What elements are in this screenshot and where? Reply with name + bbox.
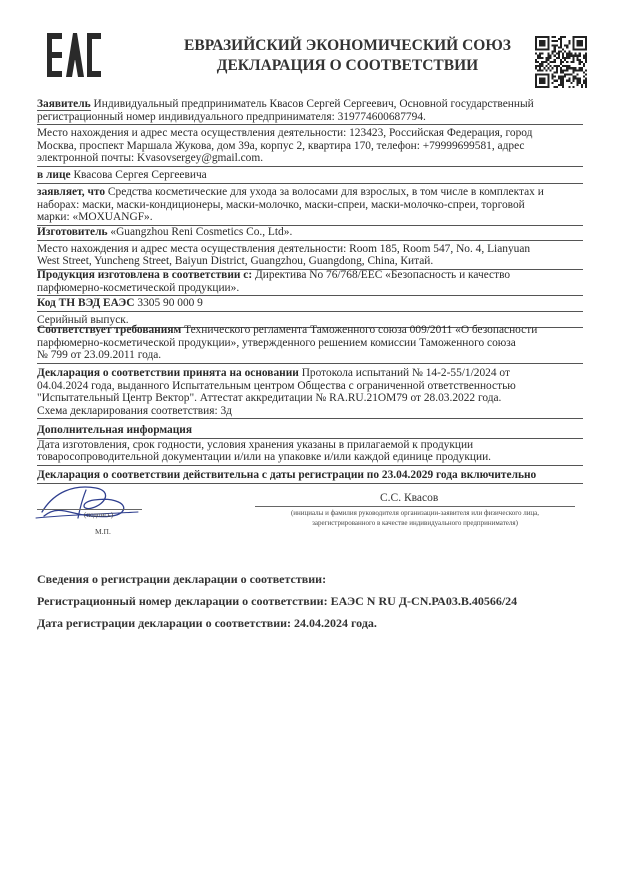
stamp-placeholder: М.П. xyxy=(95,527,111,536)
production-line-2: парфюмерно-косметической продукции». xyxy=(37,281,240,294)
manufacturer-address-1: Место нахождения и адрес места осуществления деятельности: Room 185, Room 547, No. 4, Lianyuan xyxy=(37,242,531,255)
applicant-address-3: электронной почты: Kvasovsergey@gmail.com. xyxy=(37,152,264,165)
basis-label: Декларация о соответствии принята на основании xyxy=(37,367,299,379)
eac-logo xyxy=(47,33,101,77)
complies-line-2: парфюмерно-косметической продукции», утвержденного решением комиссии Таможенного союза xyxy=(37,336,516,349)
applicant-block xyxy=(37,98,583,184)
complies-label: Соответствует требованиям xyxy=(37,324,182,336)
additional-label: Дополнительная информация xyxy=(37,424,193,436)
additional-line-1: Дата изготовления, срок годности, условия хранения указаны в прилагаемой к продукции xyxy=(37,438,474,451)
declares-line-2: наборах: маски, маски-кондиционеры, маски-молочко, маски-спреи, маски-молочко-спреи, торговой xyxy=(37,198,525,211)
complies-block xyxy=(37,324,583,364)
document-title xyxy=(155,36,540,76)
signature-line-right xyxy=(255,506,575,507)
manufacturer-label: Изготовитель xyxy=(37,226,108,238)
complies-line-1: Технического регламента Таможенного союза 009/2011 «О безопасности xyxy=(184,324,538,336)
basis-line-1: Протокола испытаний № 14-2-55/1/2024 от xyxy=(301,367,510,379)
code-value: 3305 90 000 9 xyxy=(137,297,203,309)
basis-line-2: 04.04.2024 года, выданного Испытательным центром Общества с ограниченной ответственностью xyxy=(37,379,516,392)
production-line-1: Директива No 76/768/ЕЕС «Безопасность и качество xyxy=(255,269,511,281)
signature-label: (подпись) xyxy=(84,511,114,519)
declares-line-3: марки: «MOXUANGF». xyxy=(37,211,153,224)
code-label: Код ТН ВЭД ЕАЭС xyxy=(37,297,135,309)
applicant-address-2: Москва, проспект Маршала Жукова, дом 39а, корпус 2, квартира 170, телефон: +79999699581, адрес xyxy=(37,139,525,152)
applicant-line-1: Индивидуальный предприниматель Квасов Сергей Сергеевич, Основной государственный xyxy=(93,98,534,110)
declares-label: заявляет, что xyxy=(37,186,106,198)
serial-text: Серийный выпуск. xyxy=(37,313,129,326)
basis-line-3: "Испытательный Центр Вектор". Аттестат аккредитации № RA.RU.21ОМ79 от 28.03.2022 года. xyxy=(37,392,502,405)
manufacturer-address-2: West Street, Yuncheng Street, Baiyun District, Guangzhou, Guangdong, China, Китай. xyxy=(37,255,434,268)
signatory-note xyxy=(255,508,575,528)
basis-block xyxy=(37,367,583,419)
applicant-address-1: Место нахождения и адрес места осуществления деятельности: 123423, Российская Федерация, город xyxy=(37,127,533,140)
title-line-2: ДЕКЛАРАЦИЯ О СООТВЕТСТВИИ xyxy=(216,57,479,74)
manufacturer-name: «Guangzhou Reni Cosmetics Co., Ltd». xyxy=(110,226,293,238)
scheme-text: Схема декларирования соответствия: 3д xyxy=(37,404,232,417)
person-name: Квасова Сергея Сергеевича xyxy=(73,168,207,181)
signatory-note-1: (инициалы и фамилия руководителя организации-заявителя или физического лица, xyxy=(290,509,540,517)
additional-block xyxy=(37,424,583,466)
manufacturer-block xyxy=(37,226,583,270)
production-label: Продукция изготовлена в соответствии с: xyxy=(37,269,253,281)
registration-date: Дата регистрации декларации о соответствии: 24.04.2024 года. xyxy=(37,616,377,630)
declares-line-1: Средства косметические для ухода за волосами для взрослых, в том числе в комплектах и xyxy=(107,186,544,198)
title-line-1: ЕВРАЗИЙСКИЙ ЭКОНОМИЧЕСКИЙ СОЮЗ xyxy=(184,37,511,54)
registration-heading: Сведения о регистрации декларации о соответствии: xyxy=(37,572,327,586)
validity-text: Декларация о соответствии действительна с даты регистрации по 23.04.2029 года включительно xyxy=(37,469,537,481)
signatory-name: С.С. Квасов xyxy=(380,492,439,504)
signature-line-left xyxy=(37,509,142,510)
signatory-note-2: зарегистрированного в качестве индивидуального предпринимателя) xyxy=(312,519,518,527)
declares-block xyxy=(37,186,583,226)
complies-line-3: № 799 от 23.09.2011 года. xyxy=(37,349,162,362)
qr-code-icon[interactable] xyxy=(535,36,587,88)
additional-line-2: товаросопроводительной документации и/или на упаковке и/или каждой единице продукции. xyxy=(37,451,492,464)
person-label: в лице xyxy=(37,168,71,181)
applicant-line-2: регистрационный номер индивидуального предпринимателя: 319774600687794. xyxy=(37,110,426,123)
production-block xyxy=(37,269,583,296)
applicant-label: Заявитель xyxy=(37,98,91,110)
registration-number: Регистрационный номер декларации о соответствии: ЕАЭС N RU Д-CN.РА03.В.40566/24 xyxy=(37,594,518,608)
